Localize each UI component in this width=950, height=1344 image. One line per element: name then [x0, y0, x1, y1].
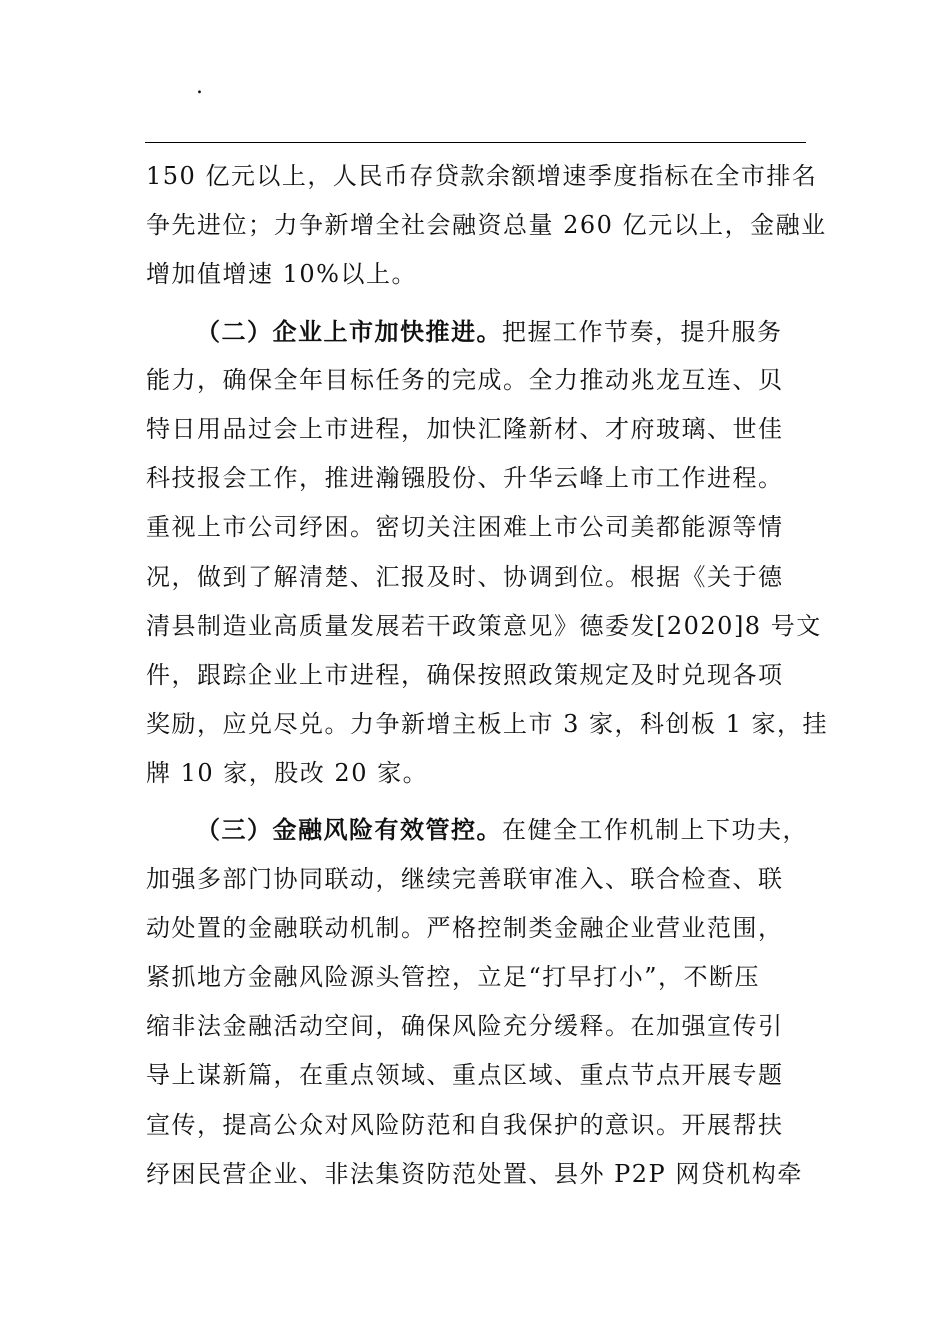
section-heading: （二）企业上市加快推进。 — [196, 316, 502, 346]
paragraph-text: 把握工作节奏，提升服务 — [502, 317, 783, 346]
paragraph-line: 增加值增速 10%以上。 — [146, 260, 417, 289]
paragraph-line: 特日用品过会上市进程，加快汇隆新材、才府玻璃、世佳 — [146, 414, 784, 443]
paragraph-line: 150 亿元以上，人民币存贷款余额增速季度指标在全市排名 — [146, 162, 818, 190]
paragraph-line: 加强多部门协同联动，继续完善联审准入、联合检查、联 — [146, 864, 784, 893]
paragraph-line: 纾困民营企业、非法集资防范处置、县外 P2P 网贷机构牵 — [146, 1159, 803, 1188]
paragraph-line: 能力，确保全年目标任务的完成。全力推动兆龙互连、贝 — [146, 365, 784, 394]
paragraph-text: 在健全工作机制上下功夫， — [502, 816, 808, 845]
paragraph-line: 牌 10 家，股改 20 家。 — [146, 759, 429, 788]
header-rule — [145, 142, 806, 143]
paragraph-line: 缩非法金融活动空间，确保风险充分缓释。在加强宣传引 — [146, 1012, 784, 1041]
paragraph-line: 件，跟踪企业上市进程，确保按照政策规定及时兑现各项 — [146, 660, 784, 689]
paragraph-line: 动处置的金融联动机制。严格控制类金融企业营业范围， — [146, 913, 784, 942]
paragraph-line: 宣传，提高公众对风险防范和自我保护的意识。开展帮扶 — [146, 1110, 784, 1139]
paragraph-line: 科技报会工作，推进瀚镪股份、升华云峰上市工作进程。 — [146, 464, 784, 493]
section-heading: （三）金融风险有效管控。 — [196, 815, 502, 845]
paragraph-2 — [146, 307, 829, 799]
paragraph-line: 争先进位；力争新增全社会融资总量 260 亿元以上，金融业 — [146, 211, 827, 240]
paragraph-line: 况，做到了解清楚、汇报及时、协调到位。根据《关于德 — [146, 562, 784, 591]
paragraph-first-line — [146, 805, 808, 854]
paragraph-1 — [146, 152, 827, 300]
paragraph-line: 清县制造业高质量发展若干政策意见》德委发[2020]8 号文 — [146, 611, 822, 640]
document-body — [146, 152, 829, 1199]
paragraph-line: 紧抓地方金融风险源头管控，立足“打早打小”，不断压 — [146, 963, 761, 991]
paragraph-line: 重视上市公司纾困。密切关注困难上市公司美都能源等情 — [146, 513, 784, 542]
paragraph-first-line — [146, 307, 808, 356]
header-dot: . — [196, 74, 203, 99]
paragraph-line: 奖励，应兑尽兑。力争新增主板上市 3 家，科创板 1 家，挂 — [146, 710, 829, 739]
paragraph-line: 导上谋新篇，在重点领域、重点区域、重点节点开展专题 — [146, 1061, 784, 1090]
paragraph-3 — [146, 805, 808, 1199]
